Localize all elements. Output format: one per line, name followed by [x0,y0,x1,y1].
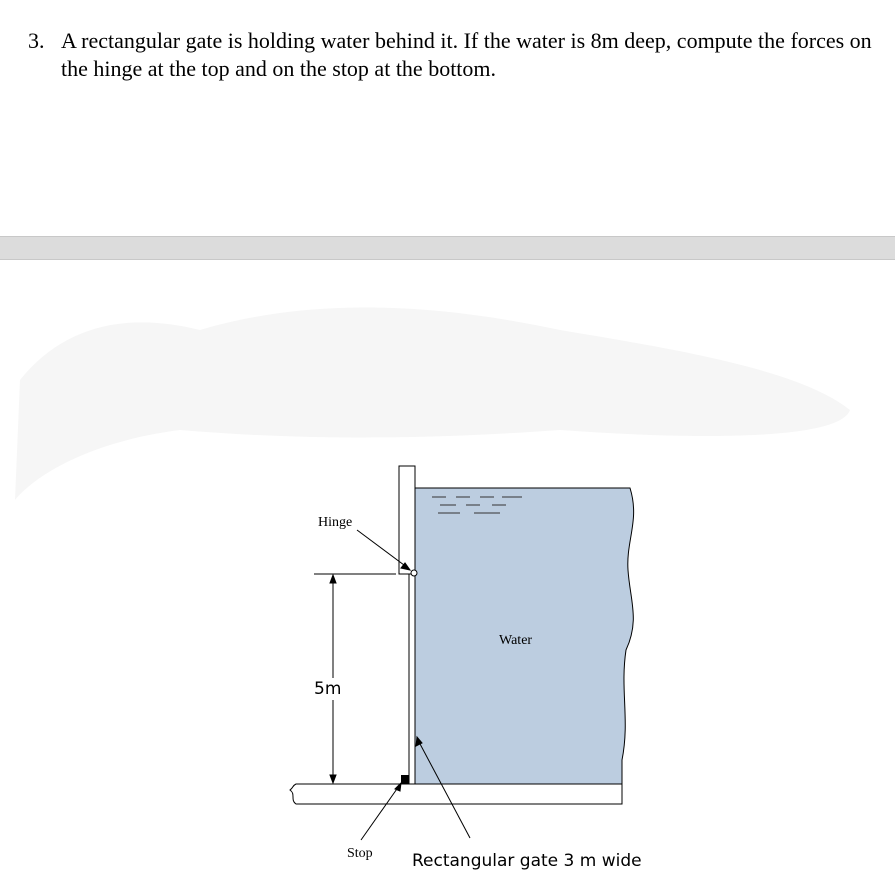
gate [409,574,415,784]
hinge-pin [411,570,417,576]
upper-wall [399,466,415,574]
problem-text: A rectangular gate is holding water behind it. If the water is 8m deep, compute the forces on the hinge at the top and on the stop at the bottom. [61,28,872,81]
problem-number: 3. [28,28,45,53]
background-smudge [15,308,850,501]
hinge-label: Hinge [318,515,353,530]
gate-label: Rectangular gate 3 m wide [412,851,642,871]
dimension-label: 5m [314,679,342,699]
ground [290,784,622,804]
stop-label: Stop [347,846,373,861]
stop-block [401,775,409,784]
water-label: Water [499,633,533,648]
